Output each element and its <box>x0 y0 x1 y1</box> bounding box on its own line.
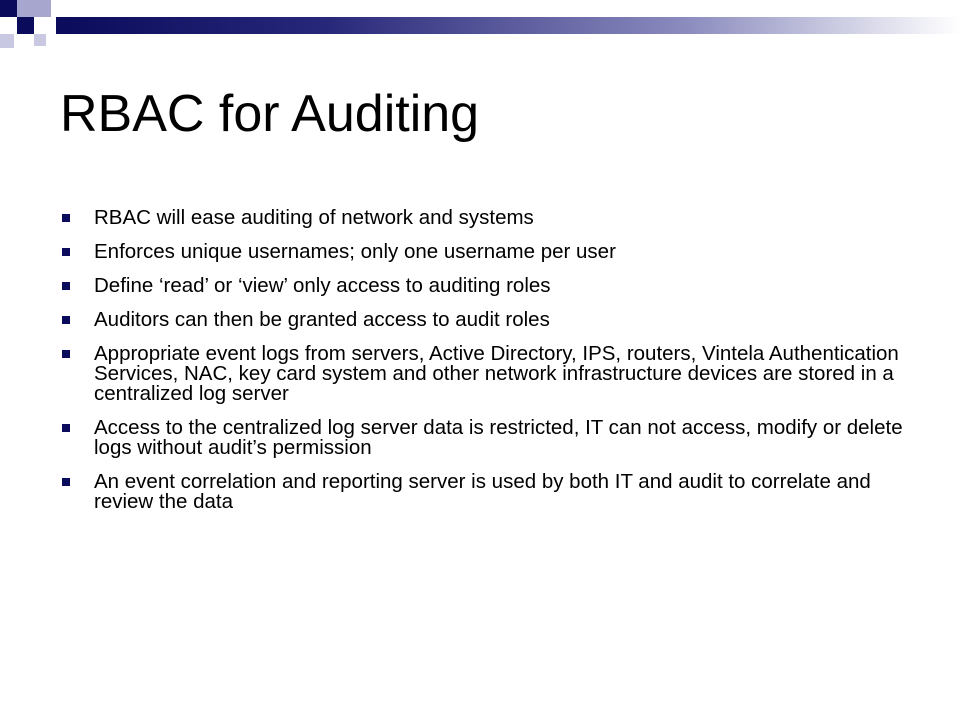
bullet-text: Appropriate event logs from servers, Active Directory, IPS, routers, Vintela Authentication Services, NAC, key card system and other network infrastructure devices are stored in a centralized log server <box>94 342 899 405</box>
bullet-item <box>62 276 922 296</box>
bullet-text: Access to the centralized log server data is restricted, IT can not access, modify or delete logs without audit’s permission <box>94 416 903 459</box>
slide-title: RBAC for Auditing <box>60 85 480 143</box>
bullet-text: Enforces unique usernames; only one username per user <box>94 240 616 263</box>
square-bullet-icon <box>62 316 70 324</box>
header-square-decoration <box>17 0 34 17</box>
bullet-text: Define ‘read’ or ‘view’ only access to auditing roles <box>94 274 551 297</box>
bullet-item <box>62 472 922 512</box>
bullet-item <box>62 208 922 228</box>
bullet-item <box>62 418 922 458</box>
square-bullet-icon <box>62 424 70 432</box>
header-gradient-bar <box>56 17 960 34</box>
bullet-list <box>62 208 922 526</box>
header-square-decoration <box>34 0 51 17</box>
square-bullet-icon <box>62 478 70 486</box>
bullet-text: An event correlation and reporting server is used by both IT and audit to correlate and review the data <box>94 470 871 513</box>
bullet-item <box>62 242 922 262</box>
header-square-decoration <box>34 34 46 46</box>
square-bullet-icon <box>62 248 70 256</box>
header-square-decoration <box>17 17 34 34</box>
square-bullet-icon <box>62 350 70 358</box>
header-square-decoration <box>0 0 17 17</box>
bullet-text: RBAC will ease auditing of network and systems <box>94 206 534 229</box>
square-bullet-icon <box>62 214 70 222</box>
bullet-item <box>62 310 922 330</box>
square-bullet-icon <box>62 282 70 290</box>
bullet-item <box>62 344 922 404</box>
header-square-decoration <box>0 34 14 48</box>
bullet-text: Auditors can then be granted access to audit roles <box>94 308 550 331</box>
